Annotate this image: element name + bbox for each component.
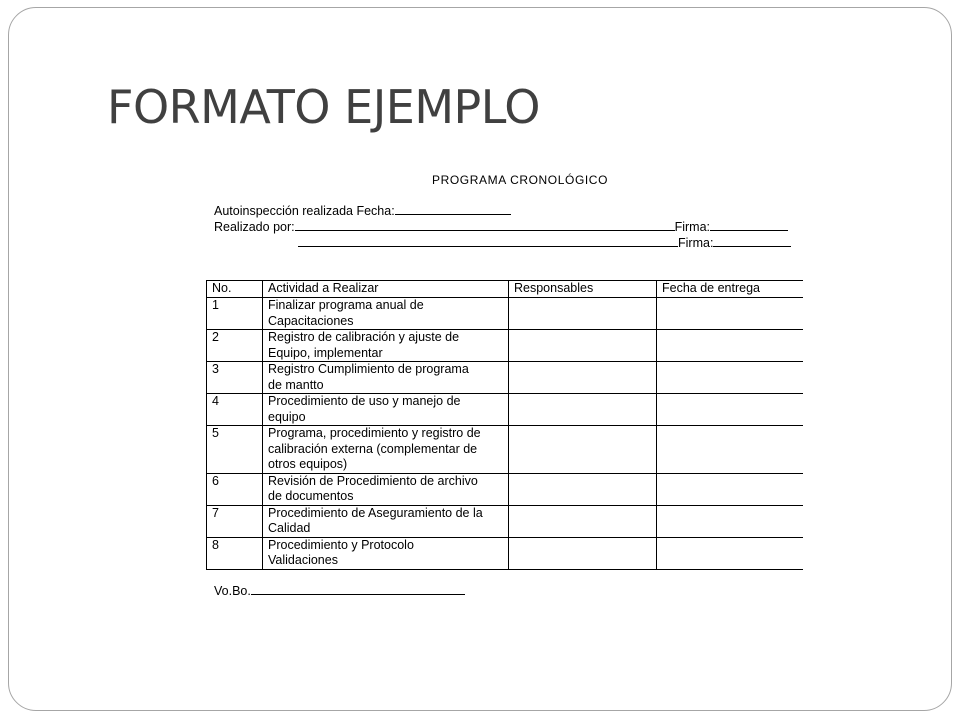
autoinspeccion-label: Autoinspección realizada Fecha:	[214, 204, 395, 218]
activity-line: equipo	[268, 409, 306, 424]
header-responsables: Responsables	[509, 281, 657, 298]
table-row	[207, 537, 803, 569]
slide-title: FORMATO EJEMPLO	[107, 80, 540, 134]
activity-cell	[263, 505, 509, 537]
table-header-row	[207, 281, 803, 298]
responsables-cell	[509, 394, 657, 426]
name-blank-1	[295, 219, 675, 231]
activity-line: Procedimiento de uso y manejo de	[268, 394, 461, 408]
realizado-label: Realizado por:	[214, 220, 295, 234]
fecha-entrega-cell	[657, 394, 803, 426]
activity-cell	[263, 362, 509, 394]
realizado-line-2	[298, 235, 791, 250]
row-number: 6	[207, 473, 263, 505]
activity-line: Validaciones	[268, 553, 338, 567]
firma-label-2: Firma:	[678, 236, 714, 250]
header-no: No.	[207, 281, 263, 298]
row-number: 8	[207, 537, 263, 569]
activity-line: Finalizar programa anual de	[268, 298, 424, 312]
responsables-cell	[509, 473, 657, 505]
schedule-table	[206, 280, 803, 570]
header-actividad: Actividad a Realizar	[263, 281, 509, 298]
signature-blank-2	[713, 235, 791, 247]
responsables-cell	[509, 330, 657, 362]
fecha-entrega-cell	[657, 473, 803, 505]
table-row	[207, 394, 803, 426]
row-number: 3	[207, 362, 263, 394]
fecha-entrega-cell	[657, 330, 803, 362]
table-row	[207, 298, 803, 330]
activity-line: Registro Cumplimiento de programa	[268, 362, 469, 376]
vobo-label: Vo.Bo.	[214, 584, 251, 598]
table-body	[207, 298, 803, 570]
activity-line: calibración externa (complementar de	[268, 441, 478, 456]
activity-line: Procedimiento y Protocolo	[268, 537, 414, 552]
activity-line: Programa, procedimiento y registro de	[268, 426, 481, 440]
fecha-entrega-cell	[657, 505, 803, 537]
name-blank-2	[298, 235, 678, 247]
row-number: 5	[207, 426, 263, 474]
responsables-cell	[509, 426, 657, 474]
responsables-cell	[509, 537, 657, 569]
activity-line: de documentos	[268, 489, 354, 503]
table-row	[207, 330, 803, 362]
table-row	[207, 426, 803, 474]
activity-line: Procedimiento de Aseguramiento de la	[268, 505, 483, 520]
document-heading: PROGRAMA CRONOLÓGICO	[431, 173, 609, 187]
row-number: 4	[207, 394, 263, 426]
realizado-line	[214, 219, 788, 234]
activity-cell	[263, 473, 509, 505]
activity-line: Revisión de Procedimiento de archivo	[268, 473, 478, 488]
activity-cell	[263, 330, 509, 362]
activity-line: de mantto	[268, 377, 324, 392]
vobo-blank	[251, 583, 465, 595]
autoinspeccion-line	[214, 203, 511, 218]
fecha-entrega-cell	[657, 362, 803, 394]
table-row	[207, 473, 803, 505]
activity-line: Capacitaciones	[268, 313, 354, 328]
responsables-cell	[509, 505, 657, 537]
table-row	[207, 362, 803, 394]
activity-line: Registro de calibración y ajuste de	[268, 330, 460, 344]
activity-line: otros equipos)	[268, 457, 348, 471]
firma-label-1: Firma:	[674, 220, 711, 234]
row-number: 2	[207, 330, 263, 362]
row-number: 7	[207, 505, 263, 537]
activity-line: Equipo, implementar	[268, 345, 383, 360]
table-row	[207, 505, 803, 537]
activity-cell	[263, 394, 509, 426]
activity-cell	[263, 426, 509, 474]
responsables-cell	[509, 298, 657, 330]
responsables-cell	[509, 362, 657, 394]
activity-cell	[263, 537, 509, 569]
date-blank	[395, 203, 511, 215]
fecha-entrega-cell	[657, 537, 803, 569]
header-fecha-entrega: Fecha de entrega	[657, 281, 803, 298]
signature-blank-1	[710, 219, 788, 231]
activity-cell	[263, 298, 509, 330]
activity-line: Calidad	[268, 521, 311, 535]
fecha-entrega-cell	[657, 298, 803, 330]
row-number: 1	[207, 298, 263, 330]
vobo-line	[214, 583, 465, 598]
fecha-entrega-cell	[657, 426, 803, 474]
